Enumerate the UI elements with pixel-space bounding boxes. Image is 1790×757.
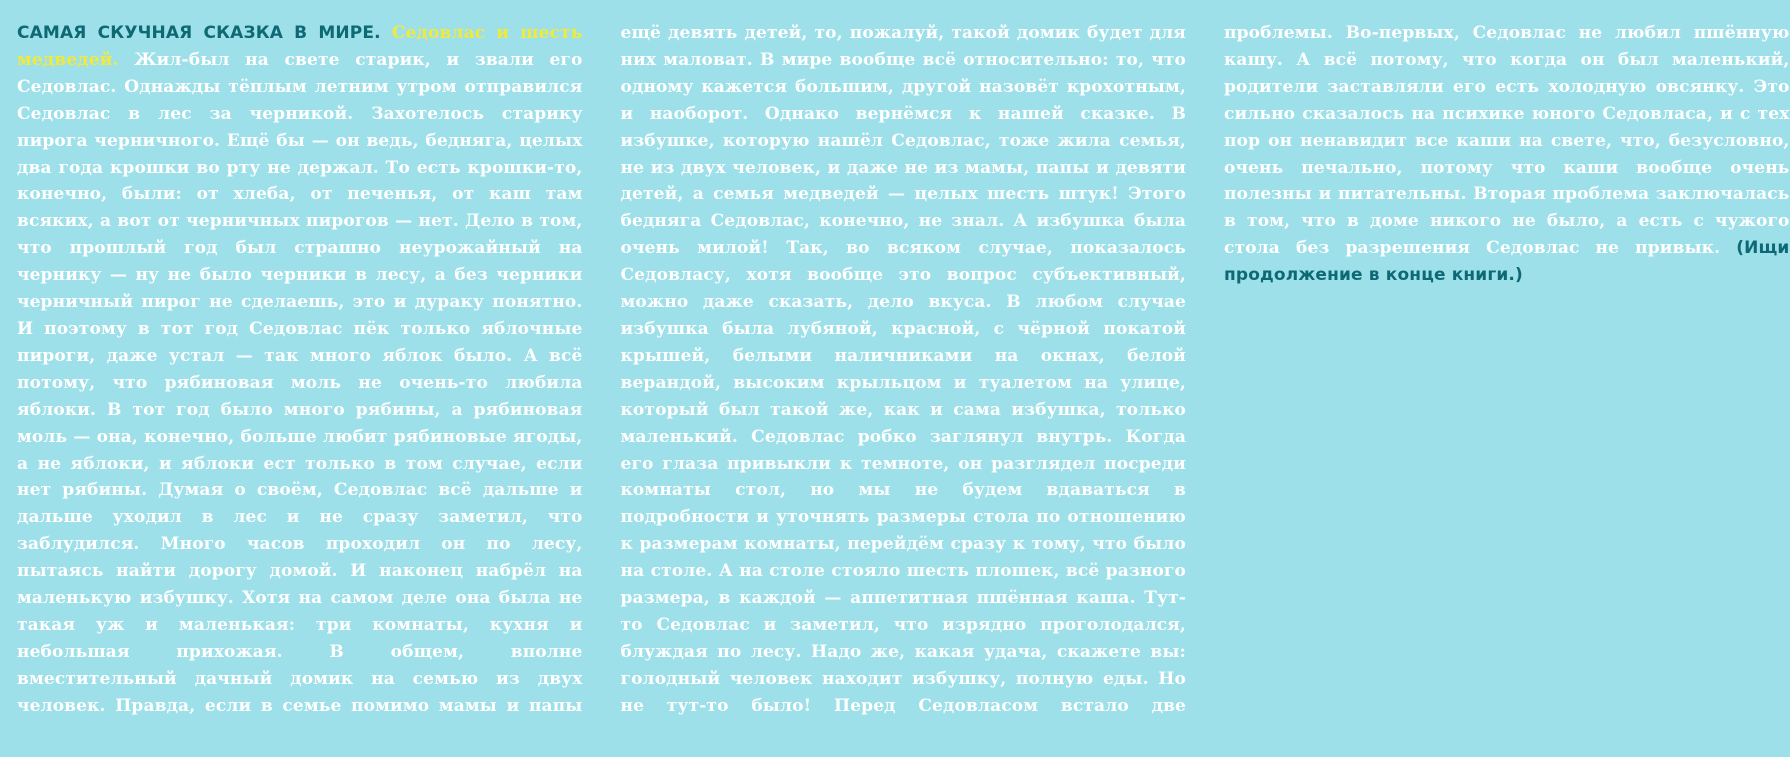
- story-body: Жил-был на свете старик, и звали его Седовлас. Однажды тёплым летним утром отправился Седовлас в лес за черникой. Захотелось старику пирога черничного. Ещё бы — он ведь, бедняга, целых два года крошки во рту не держал. То есть крошки-то, конечно, были: от хлеба, от печенья, от каш там всяких, а вот от черничных пирогов — нет. Дело в том, что прошлый год был страшно неурожайный на чернику — ну не было черники в лесу, а без черники черничный пирог не сделаешь, это и дураку понятно. И поэтому в тот год Седовлас пёк только яблочные пироги, даже устал — так много яблок было. А всё потому, что рябиновая моль не очень-то любила яблоки. В тот год было много рябины, а рябиновая моль — она, конечно, больше любит рябиновые ягоды, а не яблоки, и яблоки ест только в том случае, если нет рябины. Думая о своём, Седовлас всё дальше и дальше уходил в лес и не сразу заметил, что заблудился. Много часов проходил он по лесу, пытаясь найти дорогу домой. И наконец набрёл на маленькую избушку. Хотя на самом деле она была не такая уж и маленькая: три комнаты, кухня и небольшая прихожая. В общем, вполне вместительный дачный домик на семью из двух человек. Правда, если в семье помимо мамы и папы ещё девять детей, то, пожалуй, такой домик будет для них маловат. В мире вообще всё относительно: то, что одному кажется большим, другой назовёт крохотным, и наоборот. Однако вернёмся к нашей сказке. В избушке, которую нашёл Седовлас, тоже жила семья, не из двух человек, и даже не из мамы, папы и девяти детей, а семья медведей — целых шесть штук! Этого бедняга Седовлас, конечно, не знал. А избушка была очень милой! Так, во всяком случае, показалось Седовласу, хотя вообще это вопрос субъективный, можно даже сказать, дело вкуса. В любом случае избушка была лубяной, красной, с чёрной покатой крышей, белыми наличниками на окнах, белой верандой, высоким крыльцом и туалетом на улице, который был такой же, как и сама избушка, только маленький. Седовлас робко заглянул внутрь. Когда его глаза привыкли к темноте, он разглядел посреди комнаты стол, но мы не будем вдаваться в подробности и уточнять размеры стола по отношению к размерам комнаты, перейдём сразу к тому, что было на столе. А на столе стояло шесть плошек, всё разного размера, в каждой — аппетитная пшённая каша. Тут-то Седовлас и заметил, что изрядно проголодался, блуждая по лесу. Надо же, какая удача, скажете вы: голодный человек находит избушку, полную еды. Но не тут-то было! Перед Седовласом встало две проблемы. Во-первых, Седовлас не любил пшённую кашу. А всё потому, что когда он был маленький, родители заставляли его есть холодную овсянку. Это сильно сказалось на психике юного Седовласа, и с тех пор он ненавидит все каши на свете, что, безусловно, очень печально, потому что каши вообще очень полезны и питательны. Вторая проблема заключалась в том, что в доме никого не было, а есть с чужого стола без разрешения Седовлас не привык.: [17, 23, 1790, 716]
- story-subtitle: Седовлас и шесть медведей.: [17, 23, 583, 70]
- story-title: САМАЯ СКУЧНАЯ СКАЗКА В МИРЕ.: [17, 23, 381, 43]
- story-text: [17, 20, 1790, 740]
- continuation-note: (Ищи продолжение в конце книги.): [1224, 238, 1790, 286]
